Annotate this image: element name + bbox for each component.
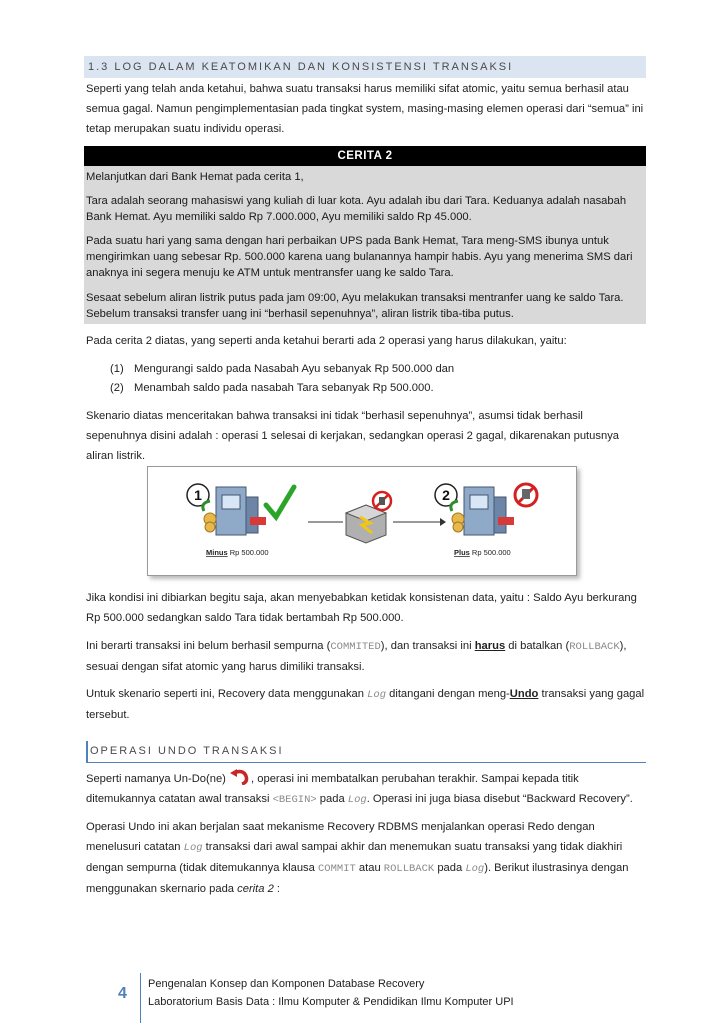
list-number: (2) bbox=[110, 382, 124, 394]
undo-paragraph-2: Operasi Undo ini akan berjalan saat mekanisme Recovery RDBMS menjalankan operasi Redo dengan menelusuri catatan Log transaksi dari awal sampai akhir dan menemukan suatu transaksi yang tidak diakhiri dengan sempurna (tidak ditemukannya klausa COMMIT atau ROLLBACK pada Log). Berikut ilustrasinya dengan menggunakan skernario pada cerita 2 : bbox=[86, 821, 629, 895]
footer-title: Pengenalan Konsep dan Komponen Database Recovery bbox=[148, 978, 425, 990]
caption-2: Plus Rp 500.000 bbox=[454, 548, 511, 557]
undo-section-heading: OPERASI UNDO TRANSAKSI bbox=[86, 741, 646, 763]
committed-keyword: COMMITED bbox=[330, 641, 381, 653]
page-number: 4 bbox=[118, 985, 127, 1002]
log-keyword: Log bbox=[367, 689, 386, 701]
not-committed-paragraph: Ini berarti transaksi ini belum berhasil sempurna (COMMITED), dan transaksi ini harus di batalkan (ROLLBACK), sesuai dengan sifat atomic yang harus dimiliki transaksi. bbox=[86, 640, 627, 673]
begin-keyword: <BEGIN> bbox=[272, 794, 317, 806]
list-text: Mengurangi saldo pada Nasabah Ayu sebanyak Rp 500.000 dan bbox=[134, 363, 455, 375]
log-keyword: Log bbox=[183, 842, 203, 854]
story-title: CERITA 2 bbox=[84, 146, 646, 166]
rollback-keyword: ROLLBACK bbox=[383, 863, 435, 875]
failed-icon bbox=[515, 484, 537, 506]
log-keyword: Log bbox=[465, 863, 485, 875]
scenario-paragraph: Skenario diatas menceritakan bahwa transaksi ini tidak “berhasil sepenuhnya”, asumsi tidak berhasil sepenuhnya disini adalah : operasi 1 selesai di kerjakan, sedangkan operasi 2 gagal, dikarenakan putusnya aliran listrik. bbox=[86, 410, 620, 462]
story-reference: cerita 2 bbox=[237, 883, 274, 895]
list-item bbox=[110, 360, 630, 379]
figure-graphic bbox=[148, 467, 578, 577]
commit-keyword: COMMIT bbox=[317, 863, 356, 875]
log-keyword: Log bbox=[347, 794, 367, 806]
undo-paragraph-1: Seperti namanya Un-Do(ne) , operasi ini membatalkan perubahan terakhir. Sampai kepada titik ditemukannya catatan awal transaksi <BEGIN> pada Log. Operasi ini juga biasa disebut “Backward Recovery”. bbox=[86, 769, 646, 810]
check-icon bbox=[266, 487, 294, 517]
operations-list bbox=[110, 360, 630, 398]
arrow-head-icon bbox=[440, 518, 446, 526]
no-entry-icon bbox=[373, 492, 391, 510]
operations-intro: Pada cerita 2 diatas, yang seperti anda ketahui berarti ada 2 operasi yang harus dilakukan, yaitu: bbox=[86, 335, 567, 347]
harus-emphasis: harus bbox=[474, 640, 506, 652]
intro-paragraph: Seperti yang telah anda ketahui, bahwa suatu transaksi harus memiliki sifat atomic, yaitu semua berhasil atau semua gagal. Namun pengimplementasian pada tingkat system, masing-masing elemen operasi dari “semua” ini tetap merupakan suatu individu operasi. bbox=[86, 83, 644, 135]
list-text: Menambah saldo pada nasabah Tara sebanyak Rp 500.000. bbox=[134, 382, 434, 394]
atm-2-icon bbox=[451, 487, 514, 535]
footer-divider bbox=[140, 973, 141, 1023]
consistency-paragraph: Jika kondisi ini dibiarkan begitu saja, akan menyebabkan ketidak konsistenan data, yaitu : Saldo Ayu berkurang Rp 500.000 sedangkan saldo Tara tidak bertambah Rp 500.000. bbox=[86, 592, 637, 624]
step-2-label: 2 bbox=[442, 487, 450, 503]
step-1-label: 1 bbox=[194, 487, 202, 503]
section-heading: 1.3 LOG DALAM KEATOMIKAN DAN KONSISTENSI TRANSAKSI bbox=[84, 56, 646, 78]
story-paragraph-3: Pada suatu hari yang sama dengan hari perbaikan UPS pada Bank Hemat, Tara meng-SMS ibunya untuk mengirimkan uang sebesar Rp. 500.000 karena uang bulanannya hampir habis. Ayu yang menerima SMS dari anaknya ini segera menuju ke ATM untuk mentransfer uang ke saldo Tara. bbox=[86, 235, 633, 279]
undo-emphasis: Undo bbox=[509, 688, 539, 700]
recovery-paragraph: Untuk skenario seperti ini, Recovery data menggunakan Log ditangani dengan meng-Undo transaksi yang gagal tersebut. bbox=[86, 688, 645, 721]
story-paragraph-1: Melanjutkan dari Bank Hemat pada cerita 1, bbox=[86, 171, 304, 183]
undo-arrow-icon bbox=[229, 769, 251, 785]
story-paragraph-2: Tara adalah seorang mahasiswi yang kuliah di luar kota. Ayu adalah ibu dari Tara. Keduanya adalah nasabah Bank Hemat. Ayu memiliki saldo Rp 7.000.000, Ayu memiliki saldo Rp 45.000. bbox=[86, 195, 627, 223]
rollback-keyword: ROLLBACK bbox=[569, 641, 620, 653]
footer-subtitle: Laboratorium Basis Data : Ilmu Komputer & Pendidikan Ilmu Komputer UPI bbox=[148, 996, 514, 1008]
story-paragraph-4: Sesaat sebelum aliran listrik putus pada jam 09:00, Ayu melakukan transaksi mentranfer uang ke saldo Tara. Sebelum transaksi transfer uang ini “berhasil sepenuhnya”, aliran listrik tiba-tiba putus. bbox=[86, 292, 624, 320]
transaction-figure bbox=[147, 466, 577, 576]
list-item bbox=[110, 379, 630, 398]
atm-1-icon bbox=[203, 487, 266, 535]
caption-1: Minus Rp 500.000 bbox=[206, 548, 269, 557]
list-number: (1) bbox=[110, 363, 124, 375]
